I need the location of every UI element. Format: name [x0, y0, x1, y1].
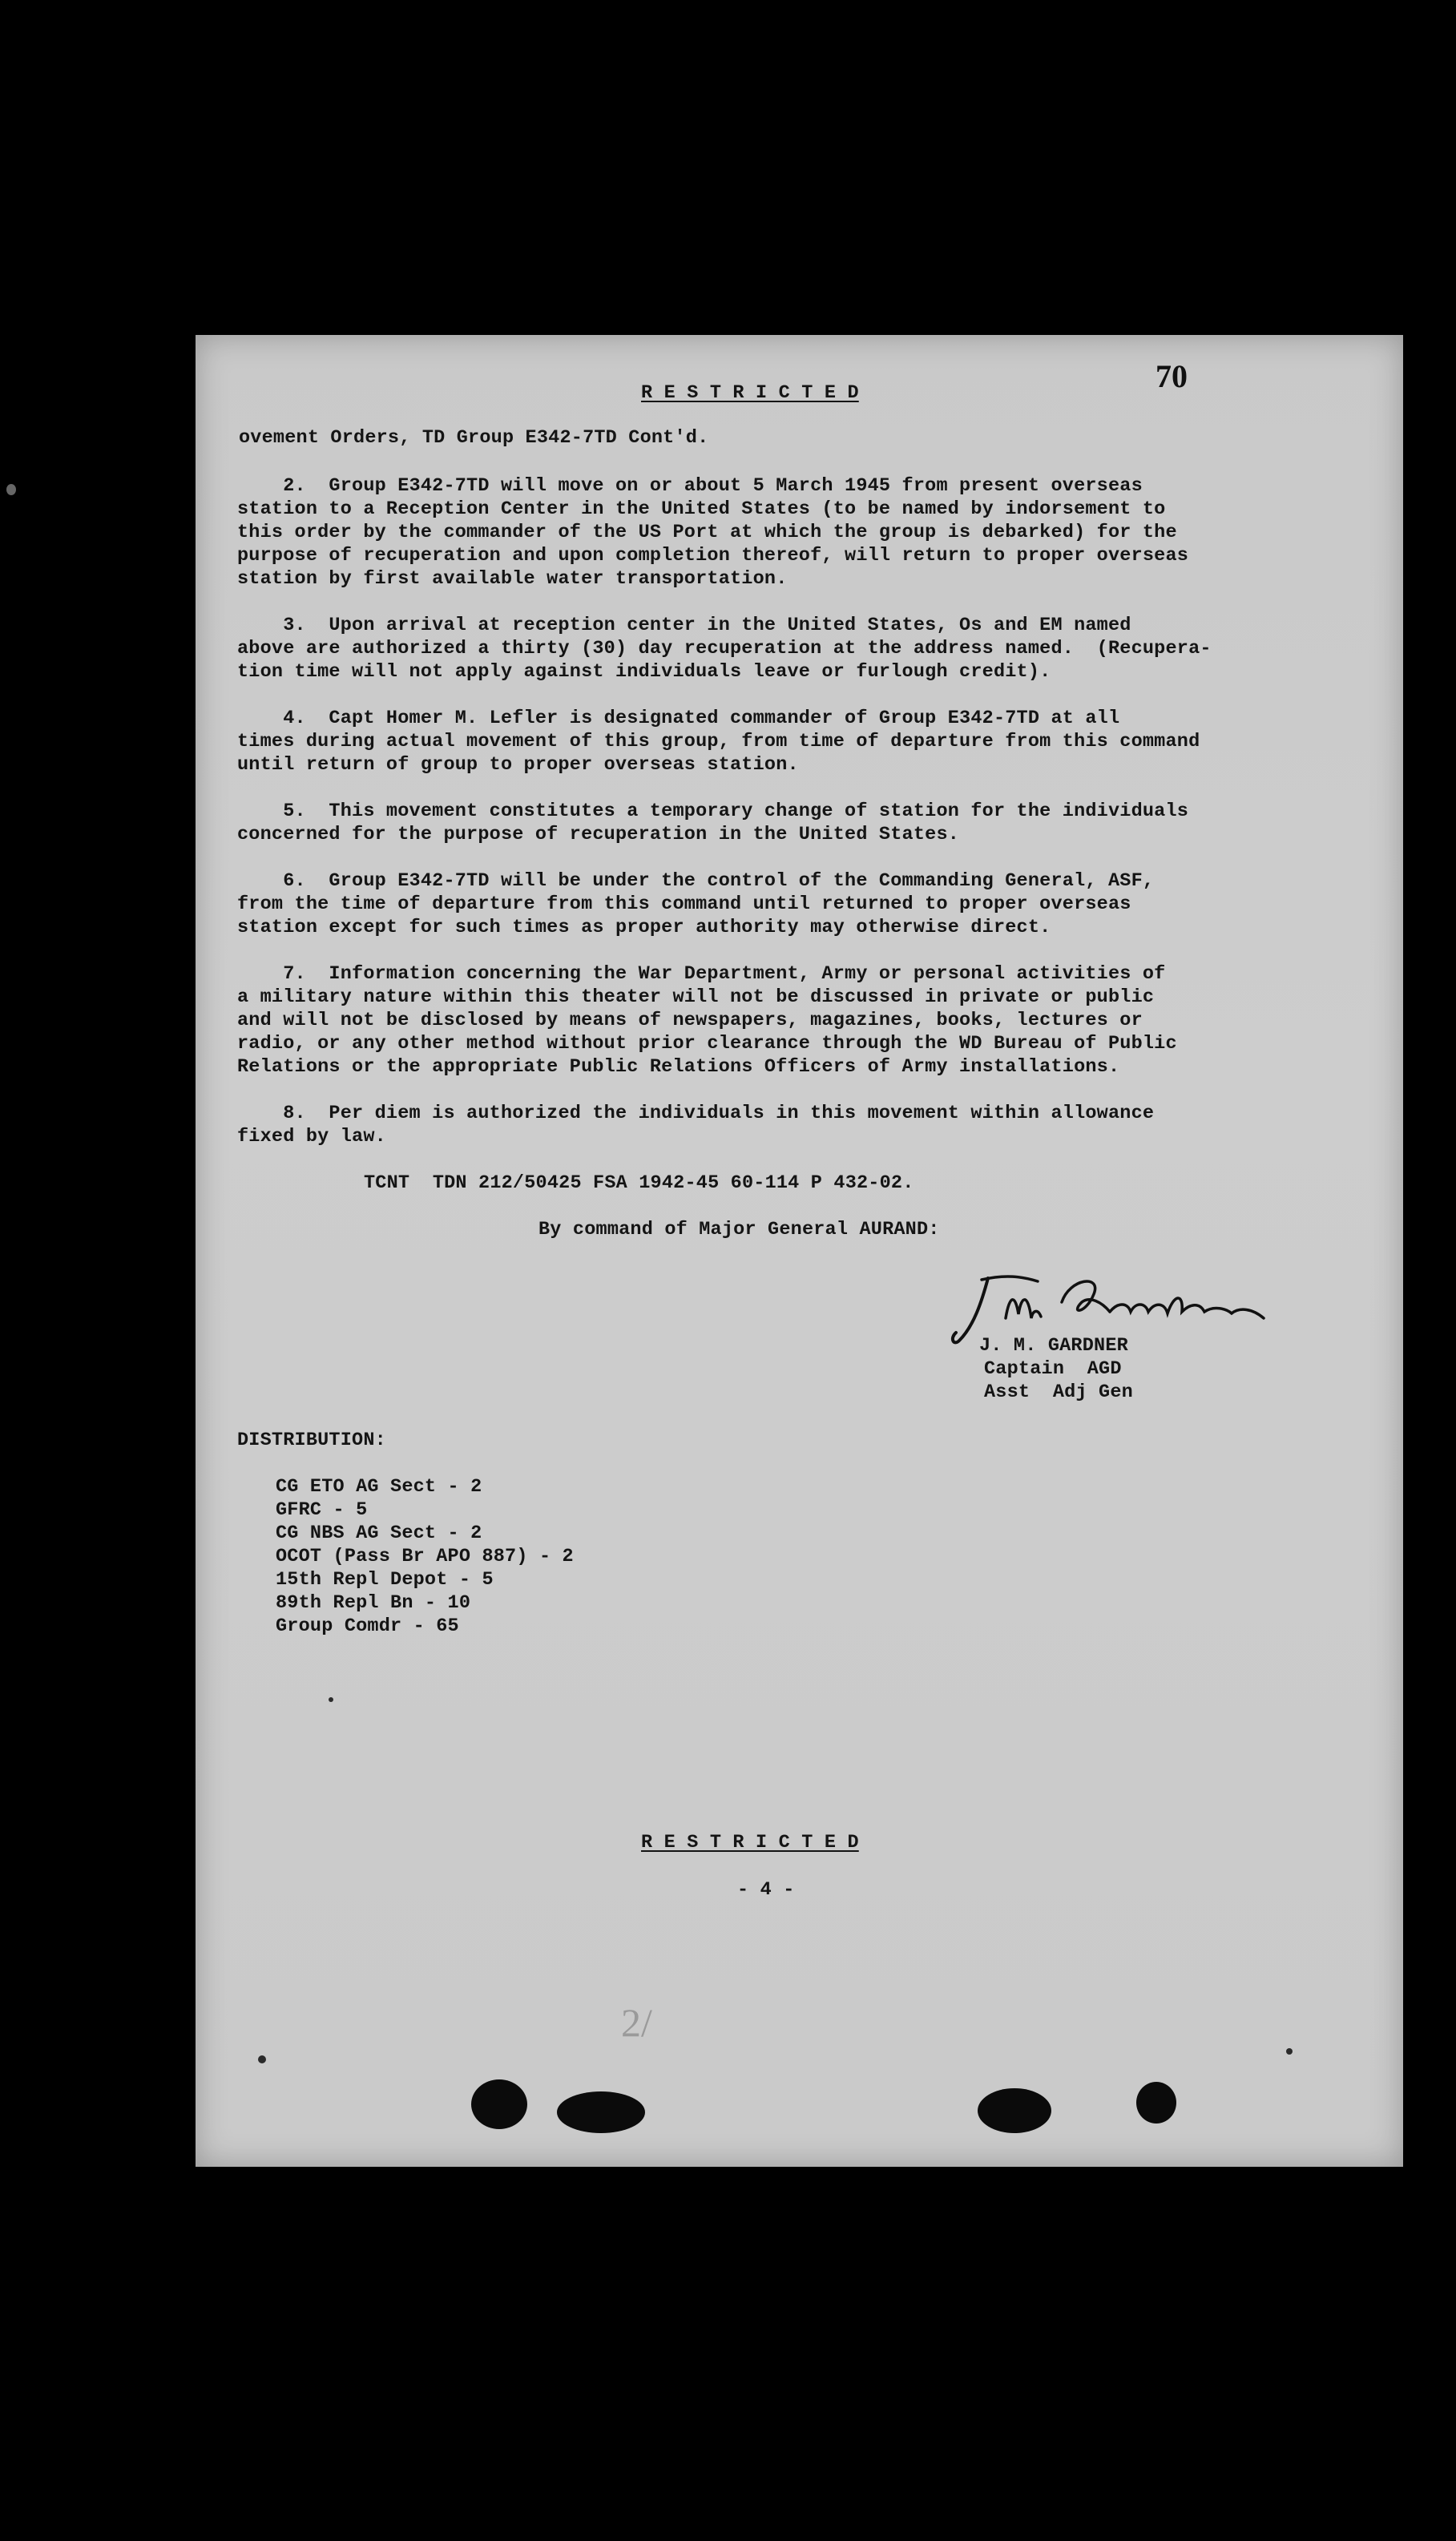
punch-hole — [1136, 2082, 1176, 2124]
distribution-item: OCOT (Pass Br APO 887) - 2 — [276, 1546, 574, 1567]
footer-classification: R E S T R I C T E D — [641, 1832, 859, 1853]
speck — [6, 484, 16, 495]
distribution-item: Group Comdr - 65 — [276, 1615, 459, 1637]
signatory-rank: Captain AGD — [984, 1358, 1122, 1380]
paragraph-line: concerned for the purpose of recuperation in the United States. — [237, 824, 960, 845]
paragraph-line: purpose of recuperation and upon completion thereof, will return to proper overseas — [237, 545, 1189, 567]
footer-page-number: - 4 - — [737, 1879, 795, 1901]
paragraph-line: and will not be disclosed by means of newspapers, magazines, books, lectures or — [237, 1010, 1143, 1031]
signatory-name: J. M. GARDNER — [979, 1335, 1128, 1357]
paragraph-line: 2. Group E342-7TD will move on or about 5 March 1945 from present overseas — [237, 475, 1143, 497]
paragraph-line: 8. Per diem is authorized the individuals in this movement within allowance — [237, 1103, 1155, 1124]
paragraph-line: tion time will not apply against individuals leave or furlough credit). — [237, 661, 1051, 683]
paragraph-line: 4. Capt Homer M. Lefler is designated commander of Group E342-7TD at all — [237, 708, 1120, 729]
speck — [1286, 2048, 1293, 2055]
paragraph-line: station except for such times as proper authority may otherwise direct. — [237, 917, 1051, 938]
accounting-line: TCNT TDN 212/50425 FSA 1942-45 60-114 P 432-02. — [364, 1172, 914, 1194]
speck — [258, 2055, 266, 2063]
paragraph-line: station to a Reception Center in the United States (to be named by indorsement to — [237, 498, 1166, 520]
distribution-item: 15th Repl Depot - 5 — [276, 1569, 494, 1591]
command-line: By command of Major General AURAND: — [538, 1219, 940, 1240]
punch-hole — [978, 2088, 1051, 2133]
distribution-heading: DISTRIBUTION: — [237, 1430, 386, 1451]
paragraph-line: a military nature within this theater will not be discussed in private or public — [237, 986, 1155, 1008]
paragraph-line: 5. This movement constitutes a temporary change of station for the individuals — [237, 801, 1189, 822]
paragraph-line: this order by the commander of the US Port at which the group is debarked) for the — [237, 522, 1177, 543]
distribution-item: CG NBS AG Sect - 2 — [276, 1523, 482, 1544]
distribution-item: GFRC - 5 — [276, 1499, 368, 1521]
paragraph-line: times during actual movement of this group, from time of departure from this command — [237, 731, 1200, 752]
distribution-item: CG ETO AG Sect - 2 — [276, 1476, 482, 1498]
page-number-stamp: 70 — [1156, 358, 1188, 394]
header-classification: R E S T R I C T E D — [641, 382, 859, 404]
paragraph-line: until return of group to proper overseas station. — [237, 754, 799, 776]
paragraph-line: 7. Information concerning the War Department, Army or personal activities of — [237, 963, 1166, 985]
paragraph-line: radio, or any other method without prior clearance through the WD Bureau of Public — [237, 1033, 1177, 1055]
paragraph-line: 3. Upon arrival at reception center in the United States, Os and EM named — [237, 615, 1131, 636]
paragraph-line: fixed by law. — [237, 1126, 386, 1147]
punch-hole — [471, 2079, 527, 2129]
pencil-mark: 2/ — [621, 2000, 652, 2045]
paragraph-line: Relations or the appropriate Public Relations Officers of Army installations. — [237, 1056, 1120, 1078]
paragraph-line: above are authorized a thirty (30) day recuperation at the address named. (Recupera- — [237, 638, 1212, 659]
distribution-item: 89th Repl Bn - 10 — [276, 1592, 471, 1614]
continuation-line: ovement Orders, TD Group E342-7TD Cont'd. — [239, 427, 709, 449]
paragraph-line: station by first available water transportation. — [237, 568, 788, 590]
paragraph-line: from the time of departure from this command until returned to proper overseas — [237, 893, 1131, 915]
paragraph-line: 6. Group E342-7TD will be under the control of the Commanding General, ASF, — [237, 870, 1155, 892]
document-page — [196, 335, 1403, 2167]
signatory-title: Asst Adj Gen — [984, 1381, 1133, 1403]
speck — [329, 1697, 333, 1702]
punch-hole — [557, 2091, 645, 2133]
